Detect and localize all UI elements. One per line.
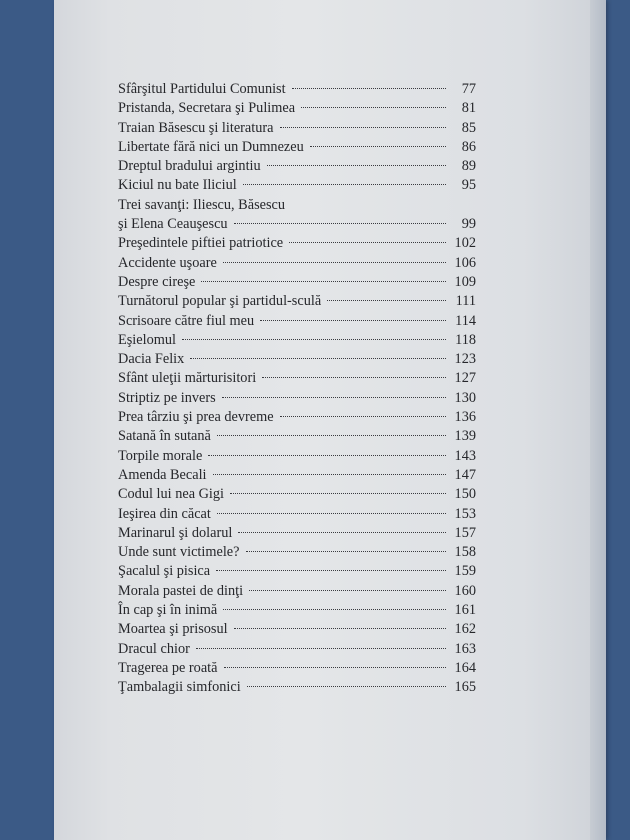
toc-leader-dots bbox=[292, 88, 446, 89]
toc-leader-dots bbox=[201, 281, 446, 282]
toc-title: Ţambalagii simfonici bbox=[118, 679, 241, 696]
toc-entry bbox=[118, 80, 476, 99]
toc-title: Morala pastei de dinţi bbox=[118, 582, 244, 599]
toc-title: Prea târziu şi prea devreme bbox=[118, 409, 274, 426]
toc-title-line1: Trei savanţi: Iliescu, Băsescu bbox=[118, 196, 286, 213]
toc-leader-dots bbox=[310, 146, 446, 147]
toc-page-number: 123 bbox=[454, 351, 476, 368]
toc-title: Marinarul şi dolarul bbox=[118, 524, 233, 541]
toc-title: şi Elena Ceauşescu bbox=[118, 216, 228, 233]
toc-page-number: 147 bbox=[454, 466, 476, 483]
toc-page-number: 161 bbox=[454, 602, 476, 619]
toc-entry bbox=[118, 466, 476, 485]
toc-title: Striptiz pe invers bbox=[118, 389, 216, 406]
toc-page-number: 150 bbox=[454, 486, 476, 503]
toc-page-number: 102 bbox=[454, 235, 476, 252]
toc-entry bbox=[118, 485, 476, 504]
toc-leader-dots bbox=[234, 223, 446, 224]
toc-leader-dots bbox=[217, 435, 446, 436]
toc-page-number: 95 bbox=[461, 177, 476, 194]
toc-entry bbox=[118, 312, 476, 331]
toc-leader-dots bbox=[213, 474, 446, 475]
toc-title: Sfârşitul Partidului Comunist bbox=[118, 81, 286, 97]
toc-title: Libertate fără nici un Dumnezeu bbox=[118, 138, 304, 155]
toc-title: Eşielomul bbox=[118, 331, 176, 348]
toc-page-number: 159 bbox=[454, 563, 476, 580]
toc-entry bbox=[118, 196, 476, 235]
toc-entry bbox=[118, 273, 476, 292]
toc-leader-dots bbox=[289, 242, 446, 243]
toc-page-number: 111 bbox=[455, 293, 476, 310]
toc-leader-dots bbox=[224, 667, 447, 668]
toc-page-number: 130 bbox=[454, 389, 476, 406]
toc-page-number: 157 bbox=[454, 524, 476, 541]
toc-leader-dots bbox=[208, 455, 446, 456]
toc-entry bbox=[118, 369, 476, 388]
toc-leader-dots bbox=[327, 300, 446, 301]
toc-title: Unde sunt victimele? bbox=[118, 544, 240, 561]
toc-entry bbox=[118, 292, 476, 311]
toc-entry bbox=[118, 254, 476, 273]
toc-leader-dots bbox=[262, 377, 446, 378]
toc-page-number: 162 bbox=[454, 621, 476, 638]
toc-page-number: 89 bbox=[461, 158, 476, 175]
toc-title: Dracul chior bbox=[118, 640, 190, 657]
toc-leader-dots bbox=[196, 648, 446, 649]
toc-entry bbox=[118, 524, 476, 543]
toc-leader-dots bbox=[243, 184, 446, 185]
toc-leader-dots bbox=[217, 513, 446, 514]
toc-leader-dots bbox=[280, 127, 446, 128]
toc-leader-dots bbox=[267, 165, 446, 166]
toc-leader-dots bbox=[223, 609, 446, 610]
toc-title: Tragerea pe roată bbox=[118, 659, 218, 676]
toc-page-number: 143 bbox=[454, 447, 476, 464]
toc-page-number: 136 bbox=[454, 409, 476, 426]
toc-entry bbox=[118, 119, 476, 138]
toc-title: Pristanda, Secretara şi Pulimea bbox=[118, 100, 296, 117]
toc-leader-dots bbox=[238, 532, 446, 533]
toc-entry bbox=[118, 659, 476, 678]
toc-title: Torpile morale bbox=[118, 447, 203, 464]
toc-page-number: 139 bbox=[454, 428, 476, 445]
toc-title: Şacalul şi pisica bbox=[118, 563, 211, 580]
toc-title: Accidente uşoare bbox=[118, 254, 217, 271]
toc-leader-dots bbox=[249, 590, 446, 591]
toc-page-number: 153 bbox=[454, 505, 476, 522]
toc-entry bbox=[118, 408, 476, 427]
toc-entry bbox=[118, 350, 476, 369]
toc-entry bbox=[118, 543, 476, 562]
toc-leader-dots bbox=[190, 358, 446, 359]
toc-leader-dots bbox=[301, 107, 446, 108]
toc-title: Amenda Becali bbox=[118, 466, 207, 483]
toc-entry bbox=[118, 505, 476, 524]
toc-entry bbox=[118, 176, 476, 195]
toc-title: Dreptul bradului argintiu bbox=[118, 158, 261, 175]
toc-entry bbox=[118, 99, 476, 118]
toc-title: Preşedintele piftiei patriotice bbox=[118, 235, 284, 252]
toc-title: Moartea şi prisosul bbox=[118, 621, 228, 638]
toc-entry bbox=[118, 640, 476, 659]
toc-entry bbox=[118, 138, 476, 157]
toc-leader-dots bbox=[223, 262, 446, 263]
toc-entry bbox=[118, 427, 476, 446]
page-edge bbox=[590, 0, 606, 840]
toc-page-number: 158 bbox=[454, 544, 476, 561]
toc-page-number: 160 bbox=[454, 582, 476, 599]
toc-page-number: 127 bbox=[454, 370, 476, 387]
toc-title: Kiciul nu bate Iliciul bbox=[118, 177, 237, 194]
toc-title: Despre cireşe bbox=[118, 273, 196, 290]
toc-leader-dots bbox=[280, 416, 446, 417]
toc-title: Codul lui nea Gigi bbox=[118, 486, 225, 503]
toc-entry bbox=[118, 331, 476, 350]
toc-page-number: 81 bbox=[461, 100, 476, 117]
toc-entry bbox=[118, 678, 476, 697]
toc-title: Sfânt uleţii mărturisitori bbox=[118, 370, 257, 387]
toc-leader-dots bbox=[230, 493, 446, 494]
toc-entry bbox=[118, 601, 476, 620]
toc-entry bbox=[118, 620, 476, 639]
toc-page-number: 77 bbox=[461, 81, 476, 97]
toc-title: Ieşirea din căcat bbox=[118, 505, 211, 522]
toc-page-number: 165 bbox=[454, 679, 476, 696]
toc-page-number: 109 bbox=[454, 273, 476, 290]
toc-page-number: 114 bbox=[455, 312, 476, 329]
table-of-contents bbox=[118, 80, 476, 698]
toc-page-number: 85 bbox=[461, 119, 476, 136]
toc-page-number: 164 bbox=[454, 659, 476, 676]
toc-leader-dots bbox=[222, 397, 446, 398]
toc-page-number: 99 bbox=[461, 216, 476, 233]
toc-title: Dacia Felix bbox=[118, 351, 185, 368]
toc-title: Scrisoare către fiul meu bbox=[118, 312, 255, 329]
toc-page-number: 163 bbox=[454, 640, 476, 657]
toc-entry bbox=[118, 447, 476, 466]
toc-entry bbox=[118, 234, 476, 253]
toc-page-number: 118 bbox=[455, 331, 476, 348]
toc-title: În cap şi în inimă bbox=[118, 602, 218, 619]
toc-leader-dots bbox=[246, 551, 447, 552]
toc-page-number: 86 bbox=[461, 138, 476, 155]
toc-leader-dots bbox=[247, 686, 446, 687]
toc-entry bbox=[118, 157, 476, 176]
toc-title: Satană în sutană bbox=[118, 428, 211, 445]
toc-leader-dots bbox=[234, 628, 446, 629]
toc-title: Traian Băsescu şi literatura bbox=[118, 119, 274, 136]
toc-title: Turnătorul popular şi partidul-sculă bbox=[118, 293, 322, 310]
toc-leader-dots bbox=[182, 339, 446, 340]
toc-leader-dots bbox=[216, 570, 446, 571]
toc-entry bbox=[118, 582, 476, 601]
toc-entry bbox=[118, 562, 476, 581]
toc-page-number: 106 bbox=[454, 254, 476, 271]
toc-entry bbox=[118, 389, 476, 408]
toc-leader-dots bbox=[260, 320, 446, 321]
